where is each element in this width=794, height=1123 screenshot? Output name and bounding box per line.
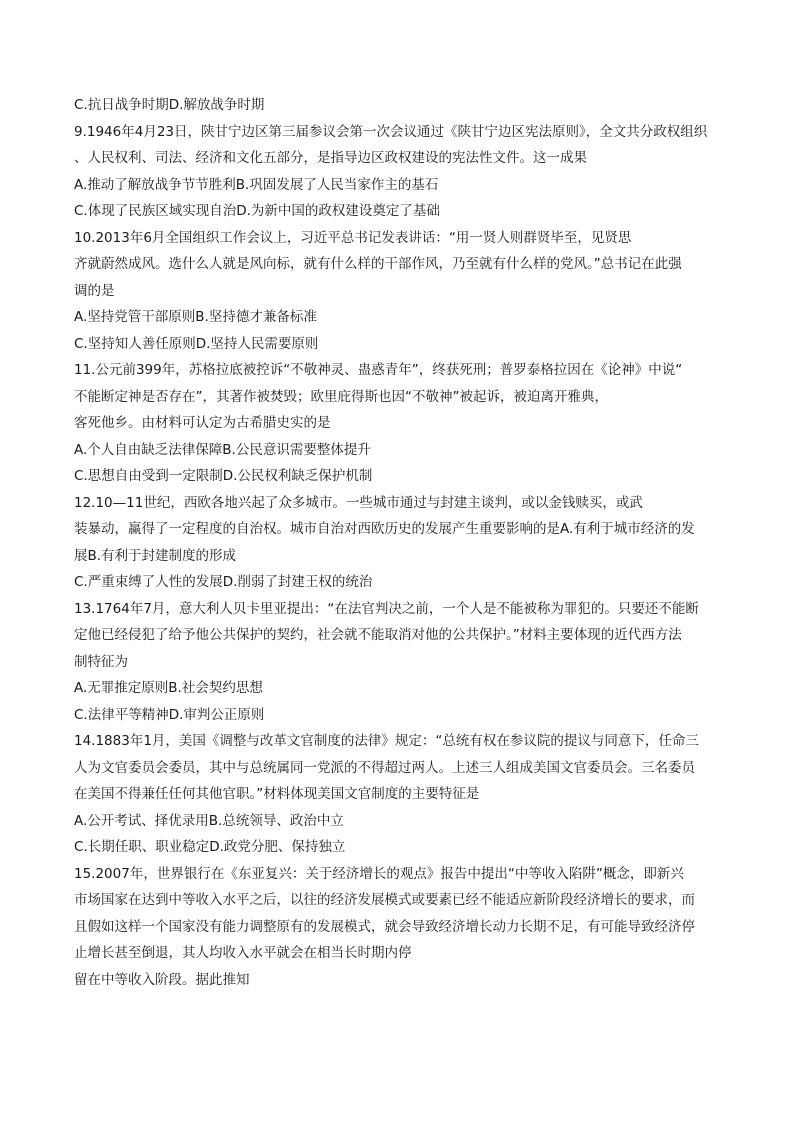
text-line: 15.2007年，世界银行在《东亚复兴：关于经济增长的观点》报告中提出“中等收入陷阱”概念，即新兴 [74,865,684,882]
text-line: 在美国不得兼任任何其他官职。”材料体现美国文官制度的主要特征是 [74,786,480,802]
text-line: A.个人自由缺乏法律保障B.公民意识需要整体提升 [74,441,371,458]
text-line: 人为文官委员会委员，其中与总统属同一党派的不得超过两人。上述三人组成美国文官委员会。三名委员 [74,759,695,776]
text-line: 10.2013年6月全国组织工作会议上，习近平总书记发表讲话：“用一贤人则群贤毕至，见贤思 [74,229,632,246]
text-line: 9.1946年4月23日，陕甘宁边区第三届参议会第一次会议通过《陕甘宁边区宪法原则》，全文共分政权组织 [74,123,708,140]
text-line: 展B.有利于封建制度的形成 [74,547,237,564]
text-line: 13.1764年7月，意大利人贝卡里亚提出：“在法官判决之前，一个人是不能被称为罪犯的。只要还不能断 [74,600,699,617]
text-line: 11.公元前399年，苏格拉底被控诉“不敬神灵、蛊惑青年”，终获死刑；普罗泰格拉因在《论神》中说“ [74,362,683,378]
text-line: C.法律平等精神D.审判公正原则 [74,706,265,723]
text-line: 定他已经侵犯了给予他公共保护的契约，社会就不能取消对他的公共保护。”材料主要体现的近代西方法 [74,627,682,643]
text-line: 留在中等收入阶段。据此推知 [74,971,250,988]
text-line: 12.10—11世纪，西欧各地兴起了众多城市。一些城市通过与封建主谈判，或以金钱赎买，或武 [74,494,643,511]
text-line: C.坚持知人善任原则D.坚持人民需要原则 [74,335,319,352]
text-line: C.抗日战争时期D.解放战争时期 [74,97,265,113]
text-line: C.长期任职、职业稳定D.政党分肥、保持独立 [74,839,346,855]
text-line: 市场国家在达到中等收入水平之后，以往的经济发展模式或要素已经不能适应新阶段经济增长的要求，而 [74,892,695,908]
text-line: 齐就蔚然成风。选什么人就是风向标，就有什么样的干部作风，乃至就有什么样的党风。”总书记在此强 [74,256,682,272]
text-line: A.推动了解放战争节节胜利B.巩固发展了人民当家作主的基石 [74,176,439,193]
text-line: A.坚持党管干部原则B.坚持德才兼备标准 [74,309,317,325]
document-text [74,92,724,993]
text-line: C.严重束缚了人性的发展D.削弱了封建王权的统治 [74,574,373,590]
text-line: C.思想自由受到一定限制D.公民权利缺乏保护机制 [74,468,373,484]
text-line: C.体现了民族区域实现自治D.为新中国的政权建设奠定了基础 [74,203,440,219]
text-line: 、人民权利、司法、经济和文化五部分，是指导边区政权建设的宪法性文件。这一成果 [74,150,587,166]
text-line: 且假如这样一个国家没有能力调整原有的发展模式，就会导致经济增长动力长期不足，有可能导致经济停 [74,918,695,935]
text-line: A.公开考试、择优录用B.总统领导、政治中立 [74,812,344,829]
text-line: 装暴动，赢得了一定程度的自治权。城市自治对西欧历史的发展产生重要影响的是A.有利于城市经济的发 [74,521,695,537]
text-line: 调的是 [74,282,115,299]
text-line: 14.1883年1月，美国《调整与改革文官制度的法律》规定：“总统有权在参议院的提议与同意下，任命三 [74,733,699,749]
text-line: A.无罪推定原则B.社会契约思想 [74,680,263,696]
text-line: 制特征为 [74,653,128,670]
text-line: 不能断定神是否存在”，其著作被焚毁；欧里庇得斯也因“不敬神”被起诉，被迫离开雅典， [74,388,608,405]
text-line: 客死他乡。由材料可认定为古希腊史实的是 [74,415,331,431]
text-line: 止增长甚至倒退，其人均收入水平就会在相当长时期内停 [74,945,412,961]
